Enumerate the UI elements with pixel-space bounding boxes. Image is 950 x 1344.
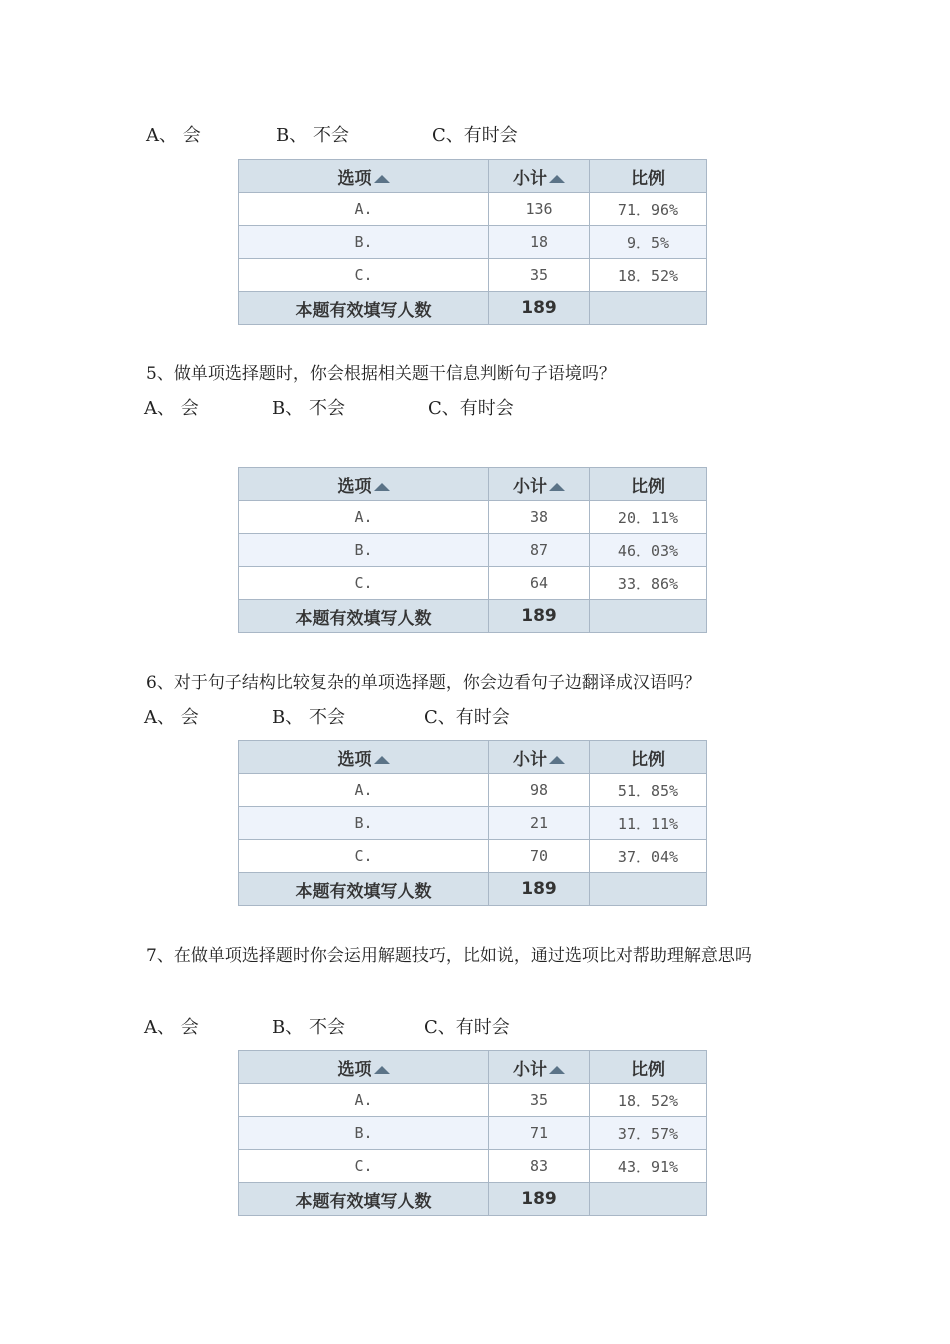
row-ratio: 33．86%: [590, 567, 707, 600]
total-empty: [590, 292, 707, 325]
table-row: [239, 1084, 707, 1117]
total-label: 本题有效填写人数: [239, 1183, 489, 1216]
row-ratio: 37．04%: [590, 840, 707, 873]
table-row: [239, 840, 707, 873]
row-ratio: 20．11%: [590, 501, 707, 534]
row-count: 83: [489, 1150, 590, 1183]
row-ratio: 18．52%: [590, 1084, 707, 1117]
row-ratio: 9．5%: [590, 226, 707, 259]
total-count: 189: [489, 600, 590, 633]
option-c: C、有时会: [432, 125, 518, 146]
row-ratio: 46．03%: [590, 534, 707, 567]
sort-triangle-icon[interactable]: [374, 483, 390, 491]
stats-table: [238, 740, 707, 906]
sort-triangle-icon[interactable]: [549, 756, 565, 764]
sort-triangle-icon[interactable]: [374, 1066, 390, 1074]
row-label: B.: [239, 226, 489, 259]
option-b: B、 不会: [272, 398, 345, 419]
total-empty: [590, 873, 707, 906]
header-subtotal[interactable]: 小计: [489, 1051, 590, 1084]
row-count: 38: [489, 501, 590, 534]
row-count: 71: [489, 1117, 590, 1150]
total-row: [239, 292, 707, 325]
row-label: B.: [239, 1117, 489, 1150]
stats-table: [238, 1050, 707, 1216]
total-count: 189: [489, 1183, 590, 1216]
option-a: A、 会: [144, 398, 199, 419]
row-ratio: 18．52%: [590, 259, 707, 292]
row-ratio: 11．11%: [590, 807, 707, 840]
header-ratio: 比例: [590, 741, 707, 774]
row-count: 35: [489, 1084, 590, 1117]
header-subtotal[interactable]: 小计: [489, 468, 590, 501]
table-row: [239, 534, 707, 567]
row-ratio: 71．96%: [590, 193, 707, 226]
table-row: [239, 807, 707, 840]
sort-triangle-icon[interactable]: [549, 483, 565, 491]
option-a: A、 会: [144, 1017, 199, 1038]
option-b: B、 不会: [272, 1017, 345, 1038]
question-6: 6、对于句子结构比较复杂的单项选择题，你会边看句子边翻译成汉语吗？: [146, 673, 701, 693]
header-ratio: 比例: [590, 160, 707, 193]
question-7: 7、在做单项选择题时你会运用解题技巧，比如说，通过选项比对帮助理解意思吗: [146, 946, 752, 966]
row-label: C.: [239, 259, 489, 292]
header-option[interactable]: 选项: [239, 160, 489, 193]
sort-triangle-icon[interactable]: [374, 756, 390, 764]
table-row: [239, 501, 707, 534]
row-label: A.: [239, 774, 489, 807]
row-count: 18: [489, 226, 590, 259]
table-row: [239, 193, 707, 226]
header-option[interactable]: 选项: [239, 468, 489, 501]
option-c: C、有时会: [428, 398, 514, 419]
total-label: 本题有效填写人数: [239, 292, 489, 325]
header-option[interactable]: 选项: [239, 1051, 489, 1084]
total-empty: [590, 1183, 707, 1216]
header-option[interactable]: 选项: [239, 741, 489, 774]
total-row: [239, 600, 707, 633]
row-ratio: 37．57%: [590, 1117, 707, 1150]
option-c: C、有时会: [424, 1017, 510, 1038]
option-a: A、 会: [146, 125, 201, 146]
total-count: 189: [489, 873, 590, 906]
row-count: 136: [489, 193, 590, 226]
row-label: B.: [239, 534, 489, 567]
stats-table: [238, 467, 707, 633]
header-ratio: 比例: [590, 1051, 707, 1084]
total-empty: [590, 600, 707, 633]
row-ratio: 51．85%: [590, 774, 707, 807]
row-count: 98: [489, 774, 590, 807]
row-count: 21: [489, 807, 590, 840]
total-label: 本题有效填写人数: [239, 600, 489, 633]
row-label: B.: [239, 807, 489, 840]
row-ratio: 43．91%: [590, 1150, 707, 1183]
sort-triangle-icon[interactable]: [549, 175, 565, 183]
table-row: [239, 774, 707, 807]
total-count: 189: [489, 292, 590, 325]
question-5: 5、做单项选择题时，你会根据相关题干信息判断句子语境吗？: [146, 364, 616, 384]
option-b: B、 不会: [276, 125, 349, 146]
header-subtotal[interactable]: 小计: [489, 741, 590, 774]
stats-table: [238, 159, 707, 325]
table-row: [239, 259, 707, 292]
table-row: [239, 567, 707, 600]
option-b: B、 不会: [272, 707, 345, 728]
row-label: A.: [239, 193, 489, 226]
row-label: C.: [239, 840, 489, 873]
row-label: C.: [239, 1150, 489, 1183]
total-row: [239, 1183, 707, 1216]
row-count: 87: [489, 534, 590, 567]
option-c: C、有时会: [424, 707, 510, 728]
row-count: 64: [489, 567, 590, 600]
row-label: A.: [239, 1084, 489, 1117]
total-label: 本题有效填写人数: [239, 873, 489, 906]
option-a: A、 会: [144, 707, 199, 728]
row-count: 35: [489, 259, 590, 292]
sort-triangle-icon[interactable]: [374, 175, 390, 183]
table-row: [239, 226, 707, 259]
table-row: [239, 1150, 707, 1183]
row-count: 70: [489, 840, 590, 873]
header-subtotal[interactable]: 小计: [489, 160, 590, 193]
sort-triangle-icon[interactable]: [549, 1066, 565, 1074]
total-row: [239, 873, 707, 906]
header-ratio: 比例: [590, 468, 707, 501]
row-label: C.: [239, 567, 489, 600]
row-label: A.: [239, 501, 489, 534]
table-row: [239, 1117, 707, 1150]
